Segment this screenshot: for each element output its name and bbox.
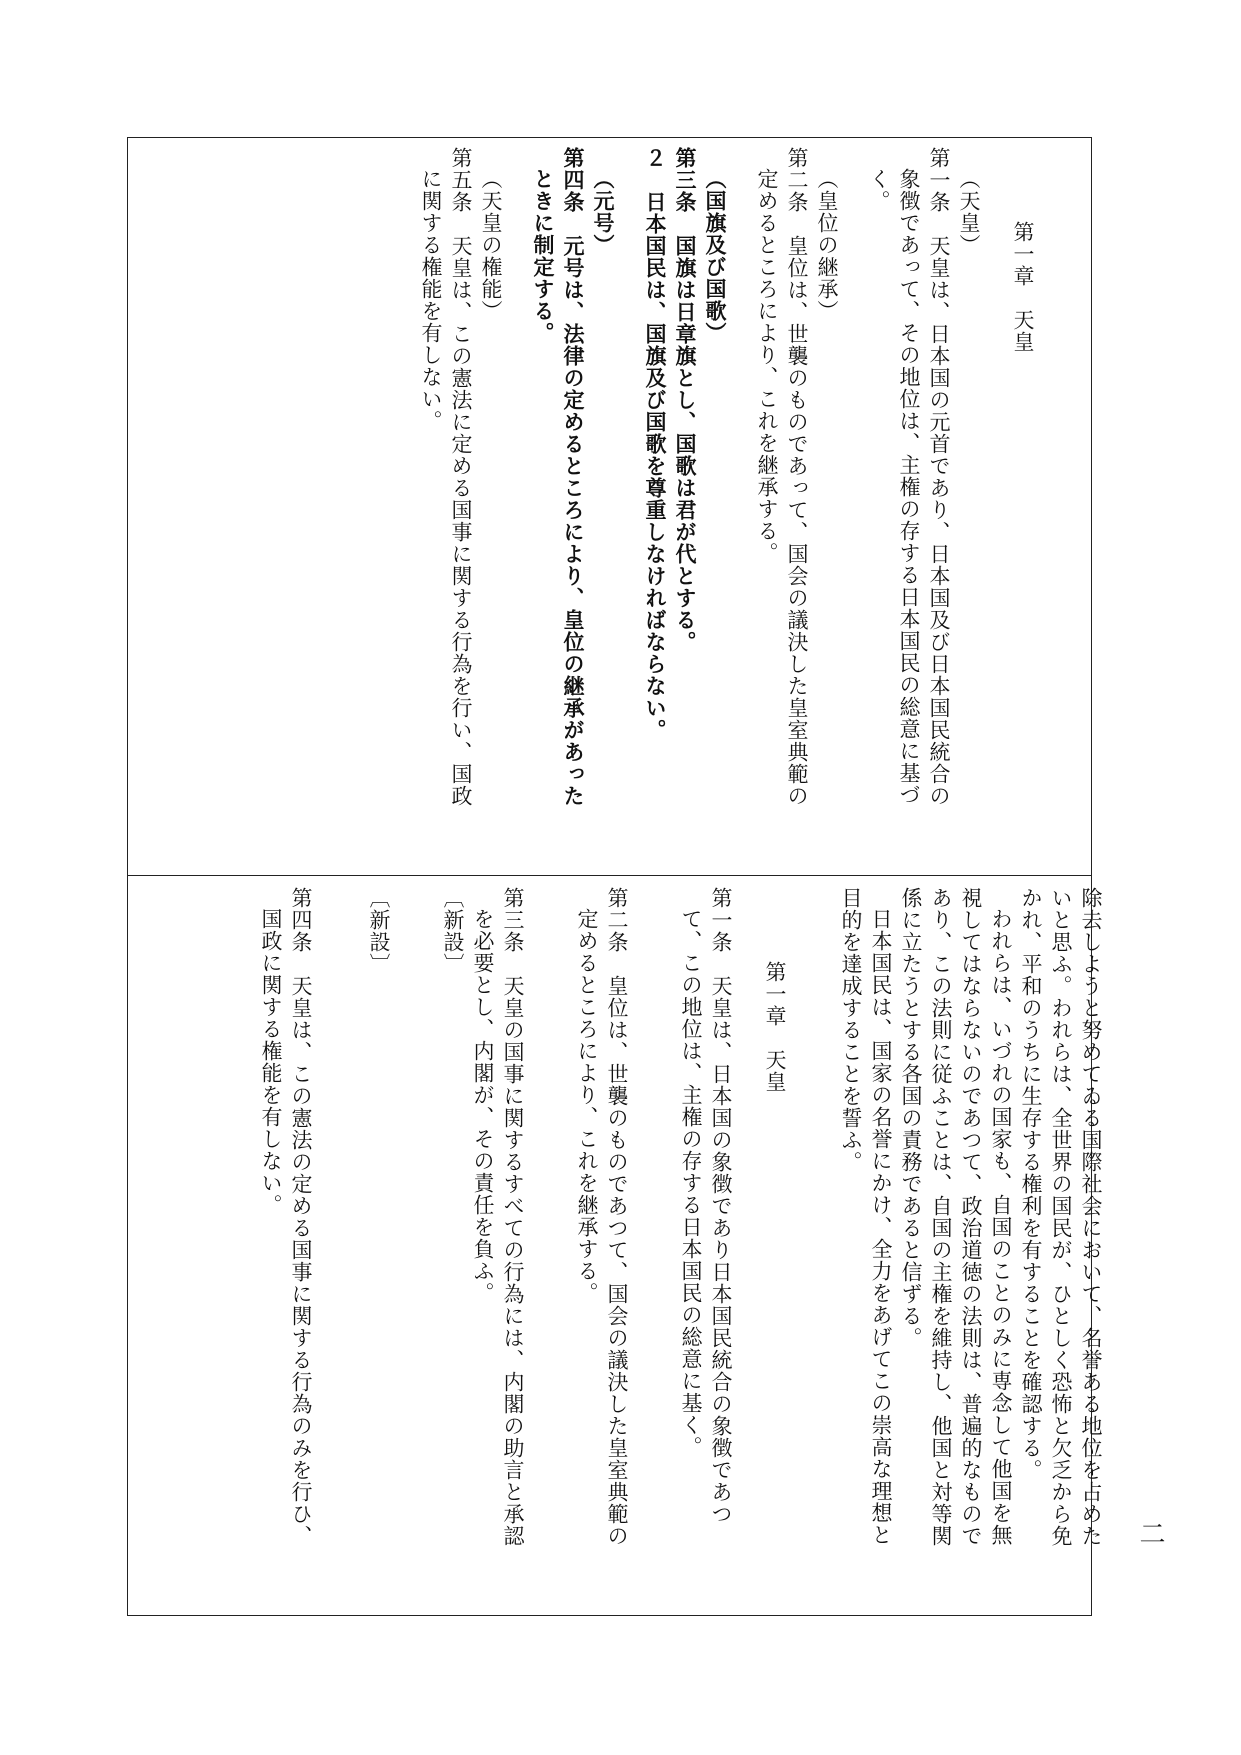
current-article-3-line-2: を必要とし、内閣が、その責任を負ふ。 [471, 908, 495, 1304]
current-chapter-title: 第一章 天皇 [763, 960, 787, 1093]
current-preamble-line-8: 日本国民は、国家の名誉にかけ、全力をあげてこの崇高な理想と [869, 908, 893, 1546]
revised-article-2-line-2: 定めるところにより、これを継承する。 [755, 168, 779, 564]
current-preamble-line-5: 視してはならないのであつて、政治道徳の法則は、普遍的なもので [959, 887, 983, 1547]
current-article-2-line-2: 定めるところにより、これを継承する。 [575, 908, 599, 1304]
revised-heading-1: （天皇） [957, 168, 981, 256]
current-preamble-line-1: 除去しようと努めてゐる国際社会において、名誉ある地位を占めた [1079, 887, 1103, 1547]
revised-article-2-line-1: 第二条 皇位は、世襲のものであって、国会の議決した皇室典範の [785, 147, 809, 807]
current-preamble-line-3: かれ、平和のうちに生存する権利を有することを確認する。 [1019, 887, 1043, 1481]
current-article-4-line-1: 第四条 天皇は、この憲法の定める国事に関する行為のみを行ひ、 [289, 887, 313, 1547]
current-article-1-line-2: て、この地位は、主権の存する日本国民の総意に基く。 [679, 908, 703, 1458]
table-divider [127, 875, 1092, 876]
current-preamble-line-4: われらは、いづれの国家も、自国のことのみに専念して他国を無 [989, 908, 1013, 1546]
current-constitution-panel [176, 887, 1106, 1607]
current-preamble-line-2: いと思ふ。われらは、全世界の国民が、ひとしく恐怖と欠乏から免 [1049, 887, 1073, 1547]
current-article-3-line-1: 第三条 天皇の国事に関するすべての行為には、内閣の助言と承認 [501, 887, 525, 1547]
revised-article-5-line-1: 第五条 天皇は、この憲法に定める国事に関する行為を行い、国政 [449, 147, 473, 807]
current-article-1-line-1: 第一条 天皇は、日本国の象徴であり日本国民統合の象徴であつ [709, 887, 733, 1525]
revised-article-3-line-1: 第三条 国旗は日章旗とし、国歌は君が代とする。 [673, 147, 698, 653]
current-preamble-line-9: 目的を達成することを誓ふ。 [839, 887, 863, 1173]
current-article-2-line-1: 第二条 皇位は、世襲のものであつて、国会の議決した皇室典範の [605, 887, 629, 1547]
revised-article-1-line-1: 第一条 天皇は、日本国の元首であり、日本国及び日本国民統合の [927, 147, 951, 807]
revised-heading-4: （元号） [591, 168, 616, 256]
revised-chapter-title: 第一章 天皇 [1011, 220, 1035, 353]
revised-article-3-paragraph-2: ２ 日本国民は、国旗及び国歌を尊重しなければならない。 [643, 147, 668, 741]
current-preamble-line-6: あり、この法則に従ふことは、自国の主権を維持し、他国と対等関 [929, 887, 953, 1547]
revised-heading-5: （天皇の権能） [479, 168, 503, 322]
page-number: 二 [1135, 1520, 1165, 1546]
revised-draft-panel [176, 147, 1106, 865]
current-new-note: 〔新設〕 [367, 887, 391, 975]
revised-article-4-line-1: 第四条 元号は、法律の定めるところにより、皇位の継承があった [561, 147, 586, 807]
revised-article-1-line-2: 象徴であって、その地位は、主権の存する日本国民の総意に基づ [897, 168, 921, 806]
revised-heading-2: （皇位の継承） [815, 168, 839, 322]
revised-article-1-line-3: く。 [867, 168, 891, 212]
current-preamble-line-7: 係に立たうとする各国の責務であると信ずる。 [899, 887, 923, 1349]
revised-article-5-line-2: に関する権能を有しない。 [419, 168, 443, 432]
current-article-4-line-2: 国政に関する権能を有しない。 [259, 908, 283, 1216]
revised-article-4-line-2: ときに制定する。 [531, 168, 556, 344]
current-article-3-note: 〔新設〕 [441, 887, 465, 975]
revised-heading-3: （国旗及び国歌） [703, 168, 728, 344]
